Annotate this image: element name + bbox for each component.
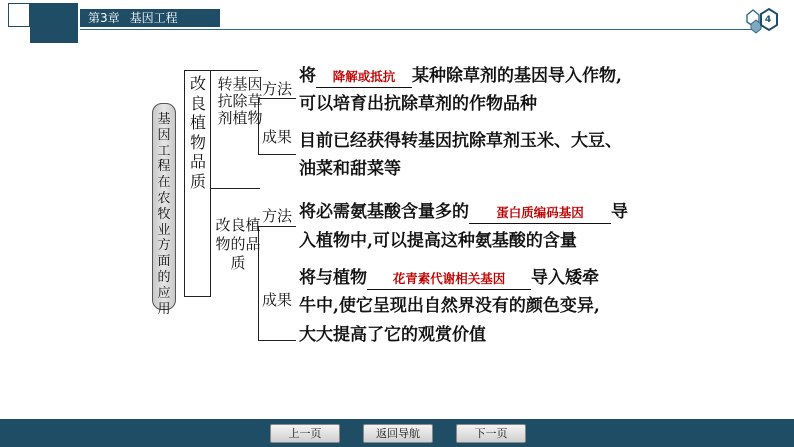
- branch2-method-label: 方法: [262, 207, 293, 225]
- root-topic-label: 基因工程在农牧业方面的应用: [157, 112, 171, 317]
- branch2-result-line1: 将与植物 花青素代谢相关基因 导入矮牵: [299, 268, 599, 288]
- bracket-root-vertical: [184, 70, 185, 297]
- branch1-method-label: 方法: [262, 80, 293, 98]
- bracket-level1-top: [210, 70, 258, 71]
- branch2-method-line2: 入植物中,可以提高这种氨基酸的含量: [299, 231, 577, 251]
- chapter-title: [88, 9, 188, 27]
- bracket-level1-mid: [210, 188, 260, 189]
- branch1-method-answer: 降解或抵抗: [332, 69, 396, 84]
- header-square-outline: [8, 3, 30, 27]
- root-topic-box: [152, 103, 176, 317]
- prev-page-button[interactable]: 上一页: [270, 424, 340, 443]
- bracket-branch2-bottom: [258, 340, 296, 341]
- next-page-button[interactable]: 下一页: [456, 424, 526, 443]
- chapter-name: 基因工程: [129, 11, 178, 25]
- bracket-branch1-bottom: [258, 154, 296, 155]
- branch1-method-line1: 将 降解或抵抗 某种除草剂的基因导入作物,: [299, 66, 622, 86]
- bracket-root-top: [184, 70, 210, 71]
- branch1-method-line2: 可以培育出抗除草剂的作物品种: [299, 94, 537, 114]
- bracket-root-bottom: [184, 296, 210, 297]
- branch1-result-line1: 目前已经获得转基因抗除草剂玉米、大豆、: [299, 131, 622, 151]
- branch2-label: 改良植物的品质: [215, 216, 261, 272]
- bracket-level1-vertical: [210, 70, 211, 297]
- branch1-method-blank: [316, 66, 412, 88]
- branch2-result-line3: 大大提高了它的观赏价值: [299, 325, 486, 345]
- branch2-method-blank: [469, 202, 611, 224]
- header-rule: [220, 29, 758, 30]
- branch2-result-blank: [367, 268, 531, 290]
- branch2-result-line2: 牛中,使它呈现出自然界没有的颜色变异,: [299, 296, 600, 316]
- branch1-label: 转基因抗除草剂植物: [217, 75, 263, 127]
- level1-label: 改良植物品质: [189, 74, 206, 191]
- chapter-number: 第3章: [88, 11, 120, 25]
- branch2-method-answer: 蛋白质编码基因: [496, 205, 584, 220]
- header-underline-left: [80, 29, 220, 30]
- page-number: 4: [764, 15, 772, 25]
- branch2-method-line1: 将必需氨基酸含量多的 蛋白质编码基因 导: [299, 202, 628, 222]
- header-square-fill: [30, 3, 78, 43]
- branch1-result-label: 成果: [262, 128, 293, 146]
- branch2-result-answer: 花青素代谢相关基因: [392, 271, 506, 286]
- branch2-result-label: 成果: [262, 291, 293, 309]
- bracket-branch2-top: [258, 226, 296, 227]
- branch1-result-line2: 油菜和甜菜等: [299, 159, 401, 179]
- back-to-nav-button[interactable]: 返回导航: [363, 424, 433, 443]
